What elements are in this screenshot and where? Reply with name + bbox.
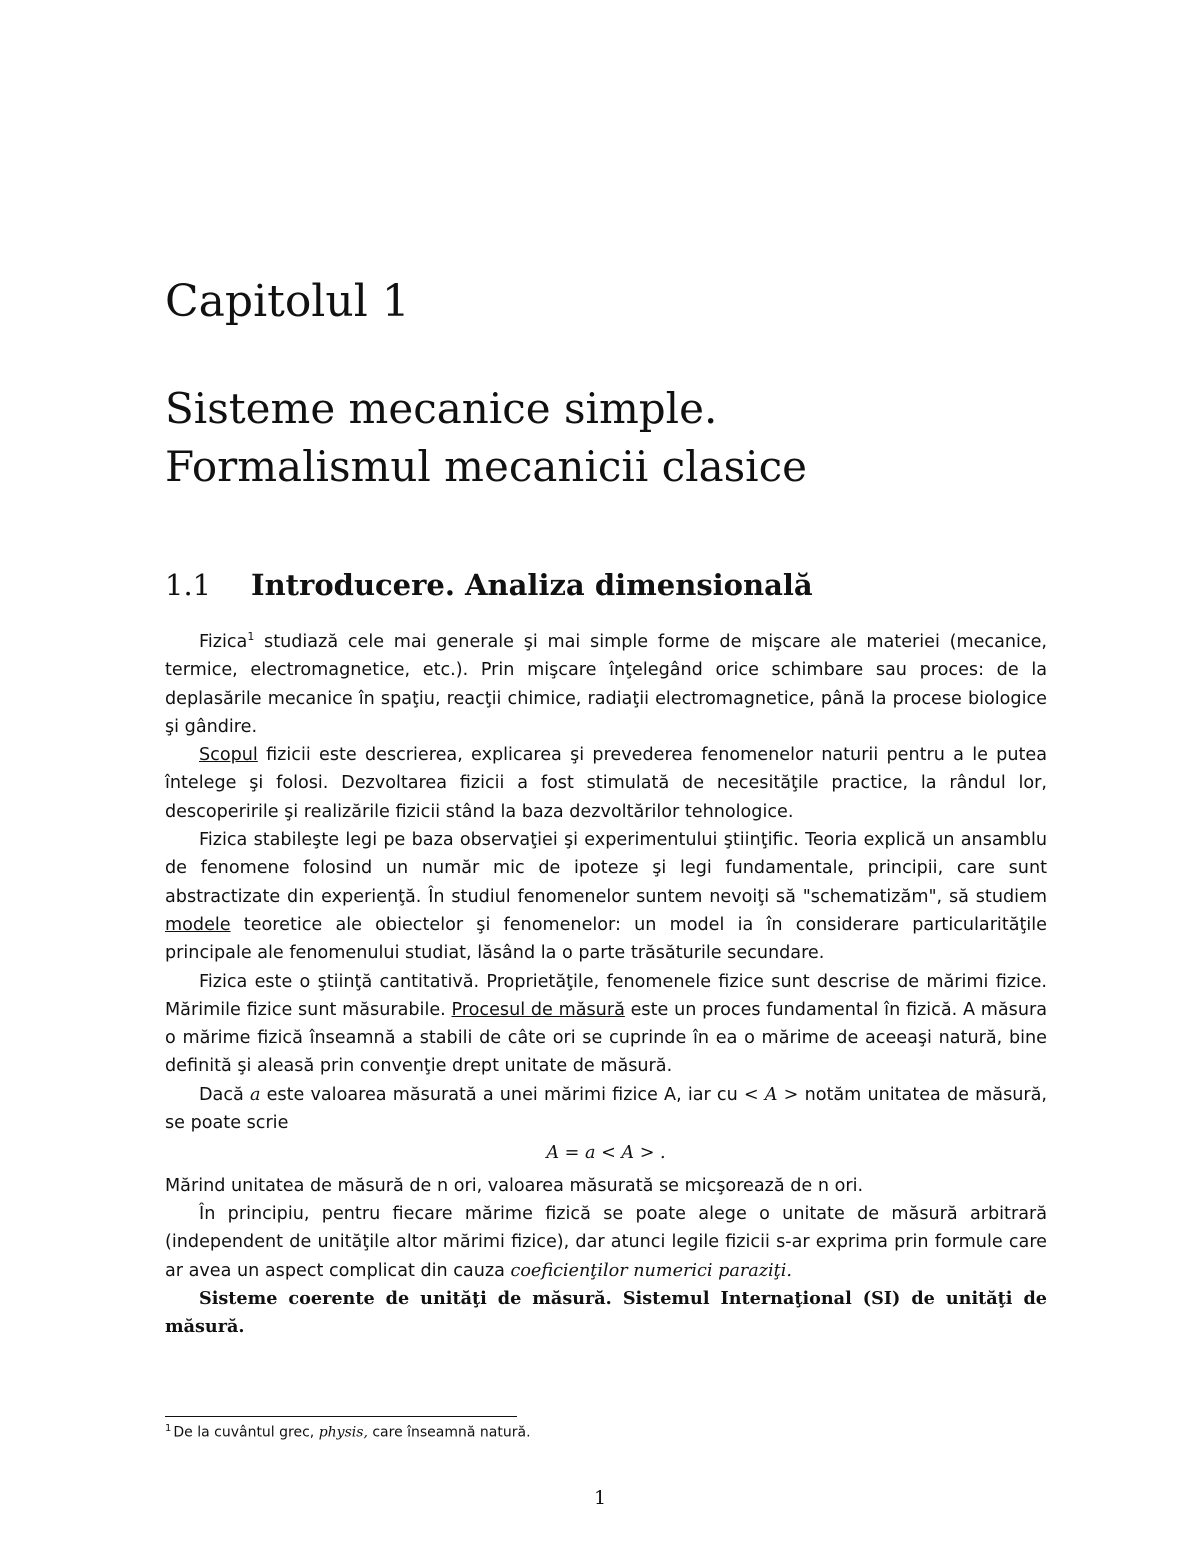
footnote-text-after: care înseamnă natură. <box>367 1424 531 1441</box>
paragraph-3-text-before: Fizica stabileşte legi pe baza observaţiei şi experimentului ştiinţific. Teoria explică un ansamblu de fenomene folosind un număr mic de ipoteze şi legi fundamentale, principii, care sunt abstractizate din experienţă. În studiul fenomenelor suntem nevoiţi să "schematizăm", să studiem <box>165 830 1047 907</box>
underlined-term-modele: modele <box>165 914 231 935</box>
underlined-term-procesul-de-masura: Procesul de măsură <box>451 999 625 1020</box>
paragraph-1-text: studiază cele mai generale şi mai simple forme de mişcare ale materiei (mecanice, termice, electromagnetice, etc.). Prin mişcare înţelegând orice schimbare sau proces: de la deplasările mecanice în spaţiu, reacţii chimice, radiaţii electromagnetice, până la procese biologice şi gândire. <box>165 632 1047 737</box>
paragraph-4-text-after: este un proces fundamental în fizică. A măsura o mărime fizică înseamnă a stabili de câte ori se cuprinde în ea o mărime de aceeaşi natură, bine definită şi aleasă prin convenţie drept unitate de măsură. <box>165 999 1048 1077</box>
section-heading <box>165 568 813 603</box>
paragraph-1 <box>165 628 1047 741</box>
variable-a: a <box>249 1084 261 1105</box>
paragraph-2-text: fizicii este descrierea, explicarea şi prevederea fenomenelor naturii pentru a le putea întelege şi folosi. Dezvoltarea fizicii a fost stimulată de necesităţile practice, la rândul lor, descoperirile şi realizările fizicii stând la baza dezvoltărilor tehnologice. <box>165 745 1047 822</box>
paragraph-5-text-3: notăm unitatea de măsură, se poate scrie <box>165 1084 1047 1134</box>
footnote-divider <box>165 1416 517 1417</box>
unit-symbol: < A > <box>743 1084 799 1105</box>
page-number: 1 <box>593 1487 607 1509</box>
paragraph-4-text-before: Fizica este o ştiinţă cantitativă. Proprietăţile, fenomenele fizice sunt descrise de mărimi fizice. Mărimile fizice sunt măsurabile. <box>165 971 1047 1020</box>
body-text <box>165 628 1047 1341</box>
footnote-reference[interactable]: 1 <box>247 630 255 644</box>
footnote-text-before: De la cuvântul grec, <box>173 1424 319 1441</box>
paragraph-5-text-1: Dacă <box>199 1084 250 1105</box>
footnote-mark: 1 <box>165 1423 172 1434</box>
chapter-title-line-1: Sisteme mecanice simple. <box>165 384 718 433</box>
paragraph-6: Mărind unitatea de măsură de n ori, valoarea măsurată se micşorează de n ori. <box>165 1175 864 1196</box>
paragraph-5-text-2: este valoarea măsurată a unei mărimi fizice A, iar cu <box>260 1084 744 1105</box>
paragraph-2 <box>165 741 1047 826</box>
paragraph-4 <box>165 968 1047 1081</box>
paragraph-1-first-word: Fizica <box>199 632 248 652</box>
paragraph-3 <box>165 826 1047 967</box>
section-title: Introducere. Analiza dimensională <box>251 568 813 602</box>
bold-subheading: Sisteme coerente de unităţi de măsură. Sistemul Internaţional (SI) de unităţi de măsură. <box>165 1287 1047 1338</box>
paragraph-7 <box>165 1200 1047 1285</box>
chapter-title <box>165 380 807 496</box>
paragraph-5 <box>165 1081 1047 1138</box>
footnote <box>165 1423 531 1441</box>
paragraph-3-text-after: teoretice ale obiectelor şi fenomenelor: un model ia în considerare particularităţile principale ale fenomenului studiat, lăsând la o parte trăsăturile secundare. <box>165 914 1047 964</box>
italic-phrase: coeficienţilor numerici paraziţi. <box>510 1260 792 1281</box>
footnote-italic-word: physis, <box>318 1424 368 1441</box>
paragraph-7-text: În principiu, pentru fiecare mărime fizică se poate alege o unitate de măsură arbitrară (independent de unităţile altor mărimi fizice), dar atunci legile fizicii s-ar exprima prin formule care ar avea un aspect complicat din cauza <box>165 1203 1047 1281</box>
underlined-term-scopul: Scopul <box>199 745 258 766</box>
chapter-title-line-2: Formalismul mecanicii clasice <box>165 442 807 491</box>
section-number: 1.1 <box>165 568 212 602</box>
equation: A = a < A > . <box>546 1143 666 1164</box>
chapter-label: Capitolul 1 <box>165 276 410 327</box>
